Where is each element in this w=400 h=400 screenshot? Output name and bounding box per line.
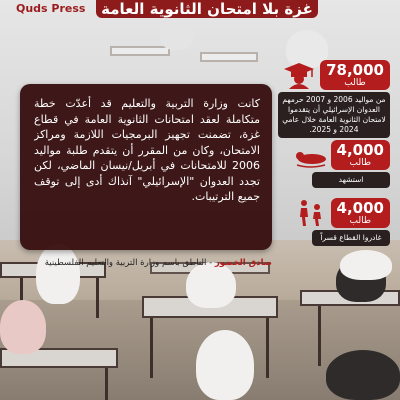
- student: [326, 350, 400, 400]
- stat-value: 4,000: [336, 199, 384, 217]
- stat-unit: طالب: [344, 78, 366, 88]
- stat-students-displaced: [278, 198, 390, 246]
- stat-note: غادروا القطاع قسراً: [312, 230, 390, 246]
- info-panel: [20, 84, 272, 250]
- stat-students-killed: [278, 140, 390, 188]
- desk-leg: [266, 318, 269, 378]
- stat-unit: طالب: [349, 158, 372, 168]
- stat-badge: [320, 60, 390, 90]
- student: [186, 262, 236, 308]
- desk-leg: [96, 278, 99, 318]
- stat-badge: [331, 140, 390, 170]
- stat-value: 78,000: [326, 61, 384, 79]
- desk-leg: [318, 306, 321, 366]
- stat-note: من مواليد 2006 و 2007 حرمهم العدوان الإسرائيلي أن يتقدموا لامتحان الثانوية العامة خلال عامي 2024 و 2025.: [278, 92, 390, 138]
- stat-unit: طالب: [349, 216, 372, 226]
- attribution-name: صادق الخضور: [214, 258, 272, 268]
- attribution-role: - الناطق باسم وزارة التربية والتعليم الفلسطينية: [44, 258, 213, 268]
- student: [0, 300, 46, 354]
- attribution: [20, 258, 272, 268]
- stat-badge: [331, 198, 390, 228]
- martyr-icon: [293, 141, 327, 169]
- stat-note: استشهد: [312, 172, 390, 188]
- student: [340, 250, 392, 280]
- student: [196, 330, 254, 400]
- student: [160, 20, 194, 50]
- page-title: غزة بلا امتحان الثانوية العامة: [101, 0, 313, 18]
- info-panel-text: كانت وزارة التربية والتعليم قد أعدّت خطة متكاملة لعقد امتحانات الثانوية العامة في قطاع غزة، تضمنت تجهيز البرمجيات اللازمة ومراكز الامتحان، وكان من المقرر أن يتقدم طلبة مواليد 2006 للامتحانات في أبريل/نيسان الماضي، لكن تجدد العدوان "الإسرائيلي" آنذاك أدى إلى توقف جميع الترتيبات.: [34, 97, 260, 203]
- brand-logo-text: Quds Press: [16, 2, 86, 15]
- graduate-icon: [282, 61, 316, 89]
- stat-students-denied: [278, 60, 390, 138]
- walking-people-icon: [293, 199, 327, 227]
- desk: [110, 46, 170, 56]
- student: [36, 244, 80, 304]
- desk-leg: [150, 318, 153, 378]
- stat-value: 4,000: [336, 141, 384, 159]
- desk-leg: [105, 368, 108, 400]
- desk: [200, 52, 258, 62]
